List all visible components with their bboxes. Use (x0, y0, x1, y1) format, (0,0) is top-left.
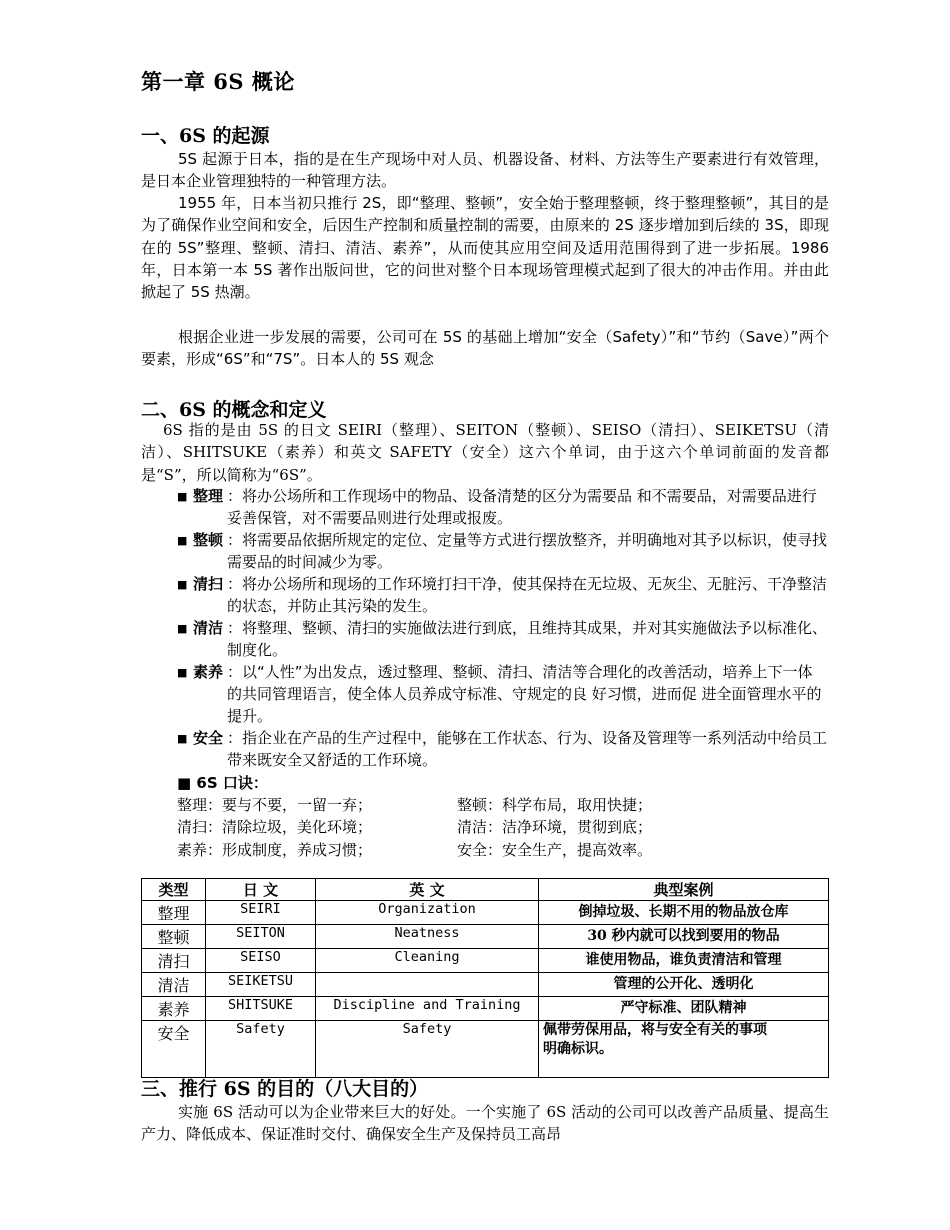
table-row (142, 949, 829, 973)
definition-item (177, 662, 827, 727)
chapter-title: 第一章 6S 概论 (141, 69, 295, 94)
koujue-row (177, 816, 653, 838)
section1-heading: 一、6S 的起源 (141, 125, 270, 147)
definition-item (177, 618, 827, 662)
definition-term: 清洁 (193, 619, 224, 638)
definition-item (177, 728, 827, 772)
table-cell: 清洁 (142, 973, 206, 997)
definition-list (177, 486, 827, 772)
definition-text: ：将需要品依据所规定的定位、定量等方式进行摆放整齐，并明确地对其予以标识，使寻找需要品的时间减少为零。 (227, 531, 828, 571)
bullet-square-icon: ■ (177, 578, 188, 592)
table-row (142, 1021, 829, 1078)
table-header: 英 文 (316, 879, 539, 901)
table-cell: SEIKETSU (206, 973, 316, 997)
table-cell: SEITON (206, 925, 316, 949)
table-header: 日 文 (206, 879, 316, 901)
table-row (142, 997, 829, 1021)
table-cell: 素养 (142, 997, 206, 1021)
table-cell: SHITSUKE (206, 997, 316, 1021)
bullet-square-icon: ■ (177, 732, 188, 746)
koujue-list (177, 794, 653, 861)
table-cell (316, 973, 539, 997)
koujue-row (177, 794, 653, 816)
table-cell: Safety (206, 1021, 316, 1078)
section1-paragraph-3: 根据企业进一步发展的需要，公司可在 5S 的基础上增加“安全（Safety）”和“节约（Save）”两个要素，形成“6S”和“7S”。日本人的 5S 观念 (141, 328, 829, 369)
table-cell: Organization (316, 901, 539, 925)
six-s-table (141, 878, 829, 1078)
table-cell: 谁使用物品，谁负责清洁和管理 (539, 949, 829, 973)
table-cell: 管理的公开化、透明化 (539, 973, 829, 997)
koujue-item: 整理：要与不要，一留一弃； (177, 796, 373, 814)
definition-item (177, 486, 827, 530)
table-cell: Neatness (316, 925, 539, 949)
table-row (142, 901, 829, 925)
definition-term: 安全 (193, 729, 224, 748)
koujue-item: 素养：形成制度，养成习惯； (177, 840, 373, 859)
definition-term: 整顿 (193, 531, 224, 550)
definition-text: ：指企业在产品的生产过程中，能够在工作状态、行为、设备及管理等一系列活动中给员工带来既安全又舒适的工作环境。 (227, 729, 828, 770)
section3-heading: 三、推行 6S 的目的（八大目的） (141, 1078, 429, 1100)
table-cell: SEIRI (206, 901, 316, 925)
section2-intro: 6S 指的是由 5S 的日文 SEIRI（整理）、SEITON（整顿）、SEISO（清扫）、SEIKETSU（清洁）、SHITSUKE（素养）和英文 SAFETY（安全）这六个单词，由于这六个单词前面的发音都是“S”，所以简称为“6S”。 (141, 421, 829, 484)
table-row (142, 925, 829, 949)
table-header: 类型 (142, 879, 206, 901)
table-cell: 安全 (142, 1021, 206, 1078)
bullet-square-icon: ■ (177, 622, 188, 636)
bullet-square-icon: ■ (177, 490, 188, 503)
table-cell: Discipline and Training (316, 997, 539, 1021)
bullet-square-icon: ■ (177, 534, 188, 548)
definition-text: ：将办公场所和现场的工作环境打扫干净，使其保持在无垃圾、无灰尘、无脏污、干净整洁的状态，并防止其污染的发生。 (227, 575, 828, 615)
definition-text: ：以“人性”为出发点，透过整理、整顿、清扫、清洁等合理化的改善活动，培养上下一体的共同管理语言，使全体人员养成守标准、守规定的良 好习惯，进而促 进全面管理水平的提升。 (227, 663, 822, 725)
definition-item (177, 574, 827, 618)
definition-text: ：将整理、整顿、清扫的实施做法进行到底，且维持其成果，并对其实施做法予以标准化、制度化。 (227, 619, 828, 660)
table-cell: 清扫 (142, 949, 206, 973)
koujue-item: 清洁：洁净环境，贯彻到底； (457, 818, 653, 837)
section2-heading: 二、6S 的概念和定义 (141, 399, 327, 421)
koujue-item: 清扫：清除垃圾，美化环境； (177, 818, 373, 837)
koujue-item: 安全：安全生产，提高效率。 (457, 840, 653, 859)
table-cell: SEISO (206, 949, 316, 973)
table-cell: 整顿 (142, 925, 206, 949)
koujue-title: ■ 6S 口诀： (177, 774, 268, 792)
table-cell: 倒掉垃圾、长期不用的物品放仓库 (539, 901, 829, 925)
definition-item (177, 530, 827, 574)
section1-paragraph-2: 1955 年，日本当初只推行 2S，即“整理、整顿”，安全始于整理整顿，终于整理整顿”，其目的是为了确保作业空间和安全，后因生产控制和质量控制的需要，由原来的 2S 逐步增加到后续的 3S，即现在的 5S”整理、整顿、清扫、清洁、素养”，从而使其应用空间及适用范围得到了进一步拓展。1986 年，日本第一本 5S 著作出版问世，它的问世对整个日本现场管理模式起到了很大的冲击作用。并由此掀起了 5S 热潮。 (141, 194, 829, 302)
definition-term: 整理 (193, 487, 224, 505)
table-cell: 严守标准、团队精神 (539, 997, 829, 1021)
table-cell: Safety (316, 1021, 539, 1078)
table-cell: Cleaning (316, 949, 539, 973)
koujue-item: 整顿：科学布局，取用快捷； (457, 796, 653, 814)
koujue-row (177, 839, 653, 861)
table-cell: 整理 (142, 901, 206, 925)
definition-term: 清扫 (193, 575, 224, 594)
section1-paragraph-1: 5S 起源于日本，指的是在生产现场中对人员、机器设备、材料、方法等生产要素进行有效管理，是日本企业管理独特的一种管理方法。 (141, 150, 829, 191)
definition-term: 素养 (193, 663, 224, 682)
table-header: 典型案例 (539, 879, 829, 901)
table-cell: 佩带劳保用品，将与安全有关的事项 明确标识。 (539, 1021, 829, 1078)
definition-text: ：将办公场所和工作现场中的物品、设备清楚的区分为需要品 和不需要品，对需要品进行妥善保管，对不需要品则进行处理或报废。 (227, 487, 817, 527)
table-cell: 30 秒内就可以找到要用的物品 (539, 925, 829, 949)
section3-paragraph: 实施 6S 活动可以为企业带来巨大的好处。一个实施了 6S 活动的公司可以改善产品质量、提高生产力、降低成本、保证准时交付、确保安全生产及保持员工高昂 (141, 1103, 829, 1144)
table-header-row (142, 879, 829, 901)
bullet-square-icon: ■ (177, 666, 188, 680)
table-row (142, 973, 829, 997)
